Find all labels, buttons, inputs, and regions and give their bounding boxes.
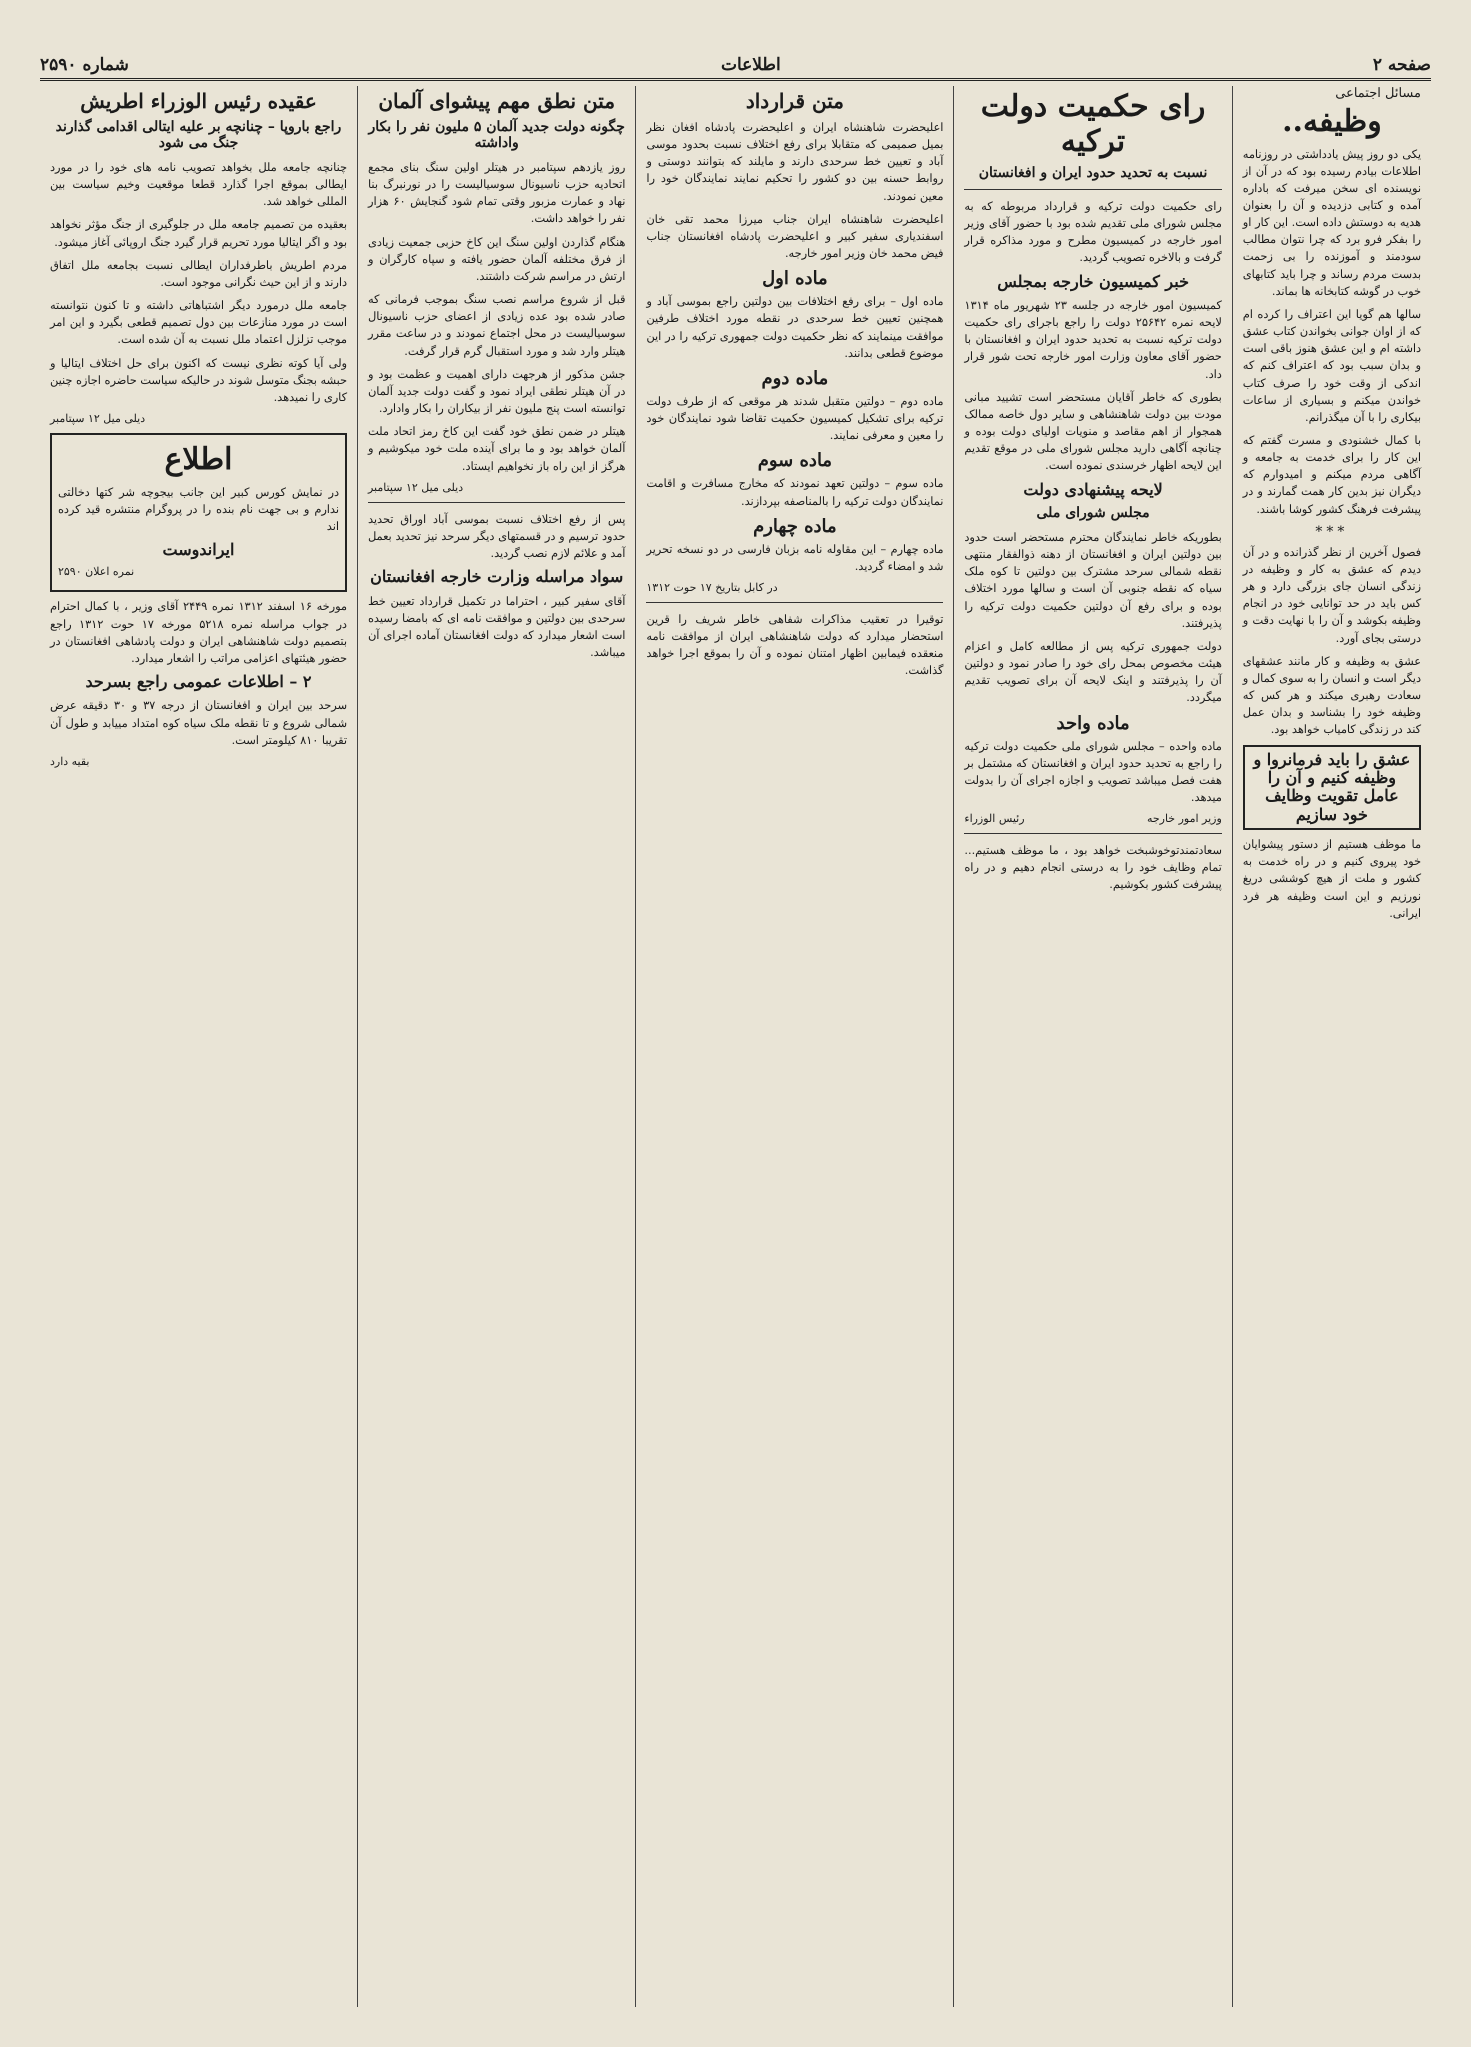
paragraph: بعقیده من تصمیم جامعه ملل در جلوگیری از جنگ مؤثر نخواهد بود و اگر ایتالیا مورد تحریم قرار گیرد جنگ اروپائی آغاز میشود. (49, 218, 347, 249)
column-social (1233, 86, 1431, 2007)
paragraph: آقای سفیر کبیر ، احتراما در تکمیل قرارداد تعیین خط سرحدی بین دولتین و موافقت نامه ای که بامضا رسیده است اشعار میدارد که دولت افغانستان آماده اجرای آن میباشد. (367, 594, 626, 659)
paragraph: چنانچه جامعه ملل بخواهد تصویب نامه های خود را در مورد ایطالی بموقع اجرا گذارد قطعا موقعیت وخیم سیاست بین المللی خواهد شد. (49, 161, 347, 209)
article-title: ماده واحد (1056, 712, 1130, 734)
paragraph: با کمال خشنودی و مسرت گفتم که این کار را برای خدمت به جامعه و آگاهی مردم میکنم و امیدوارم که دیگران نیز بدین کار همت گمارند و در پیشرفت فرهنگ کشور کوشا باشند. (1242, 434, 1421, 516)
columns (40, 86, 1431, 2007)
issue-label: شماره ۲۵۹۰ (40, 55, 129, 75)
section-heading: ۲ – اطلاعات عمومی راجع بسرحد (85, 672, 312, 692)
paragraph: روز یازدهم سپتامبر در هیتلر اولین سنگ بنای مجمع اتحادیه حزب ناسیونال سوسیالیست را در نورنبرگ بنا نهاد و عمارت مزبور وقتی تمام شود گنجایش ۶۰ هزار نفر را خواهد داشت. (367, 161, 626, 226)
kicker: مسائل اجتماعی (1335, 86, 1421, 101)
column-turkey-arbitration (954, 86, 1232, 2007)
paragraph: سعادتمندتوخوشبخت خواهد بود ، ما موظف هستیم... تمام وظایف خود را به درستی انجام دهیم و در راه پیشرفت کشور بکوشیم. (964, 844, 1222, 892)
paragraph: رای حکمیت دولت ترکیه و قرارداد مربوطه که به مجلس شورای ملی تقدیم شده بود با حضور آقای وزیر امور خارجه در کمیسیون مطرح و مورد مذاکره قرار گرفت و بالاخره تصویب گردید. (964, 200, 1222, 265)
paragraph: توقیرا در تعقیب مذاکرات شفاهی خاطر شریف را قرین استحضار میدارد که دولت شاهنشاهی ایران از موافقت نامه منعقده فیمابین اظهار امتنان نموده و آن را بموقع اجرا خواهد گذاشت. (646, 612, 944, 678)
headline-arbitration: رای حکمیت دولت ترکیه (980, 89, 1206, 159)
page-label: صفحه ۲ (1372, 55, 1431, 75)
paragraph: ماده اول – برای رفع اختلافات بین دولتین راجع بموسی آباد و همچنین تعیین خط سرحدی در نقطه مورد اختلاف طرفین موافقت مینمایند که نظر حکمیت دولت جمهوری ترکیه را در این موضوع قطعی بدانند. (646, 295, 944, 360)
paragraph: کمیسیون امور خارجه در جلسه ۲۳ شهریور ماه ۱۳۱۴ لایحه نمره ۲۵۶۴۲ دولت را راجع باجرای رای حکمیت دولت ترکیه نسبت به تحدید حدود ایران و افغانستان با حضور آقای معاون وزارت امور خارجه تحت شور قرار داد. (964, 299, 1222, 381)
section-heading: لایحه پیشنهادی دولت (1023, 479, 1163, 499)
paragraph: ماده واحده – مجلس شورای ملی حکمیت دولت ترکیه را راجع به تحدید حدود ایران و افغانستان که مشتمل بر هفت فصل میباشد تصویب و اجازه اجرای آن را بدولت میدهد. (964, 739, 1222, 804)
paragraph: یکی دو روز پیش یادداشتی در روزنامه اطلاعات بیادم رسیده بود که در آن از نویسنده ای سخن میرفت که باداره آمده و کتابی دزدیده و آن را بعنوان هدیه به دوستش داده است. این کار او را بفکر فرو برد که چرا نتوان مطالب سودمند و آموزنده را بی زحمت بدست مردم رساند و چرا باید کتابهای خوب در گوشه کتابخانه ها بماند. (1242, 147, 1421, 298)
paragraph: قبل از شروع مراسم نصب سنگ بموجب فرمانی که صادر شده بود عده زیادی از اعضای حزب ناسیونال سوسیالیست در محل اجتماع نمودند و در ساعت مقرر هیتلر وارد شد و مورد استقبال گرم قرار گرفت. (367, 293, 626, 358)
dateline: در کابل بتاریخ ۱۷ حوت ۱۳۱۲ (646, 580, 778, 594)
paragraph: ماده سوم – دولتین تعهد نمودند که مخارج مسافرت و اقامت نمایندگان دولت ترکیه را بالمناصفه بپردازند. (646, 477, 944, 508)
dateline: دیلی میل ۱۲ سپتامبر (49, 412, 146, 426)
headline-austria: عقیده رئیس الوزراء اطریش (80, 89, 317, 113)
paragraph: اعلیحضرت شاهنشاه ایران جناب میرزا محمد تقی خان اسفندیاری سفیر کبیر و اعلیحضرت پادشاه افغانستان جناب فیض محمد خان وزیر امور خارجه. (646, 212, 944, 261)
notice-body: در نمایش کورس کبیر این جانب بیجوچه شر کتها دخالتی ندارم و بی جهت نام بنده را در پروگرام منتشره قید کرده اند (57, 485, 339, 533)
headline-speech: متن نطق مهم پیشوای آلمان (378, 89, 616, 113)
paragraph: جامعه ملل درمورد دیگر اشتباهاتی داشته و تا کنون نتوانسته است در مورد منازعات بین دول تصمیم قطعی بگیرد و این امر موجب تزلزل اعتماد ملل نسبت به آن شده است. (49, 299, 347, 347)
continued-label: بقیه دارد (49, 754, 90, 768)
paragraph: هیتلر در ضمن نطق خود گفت این کاخ رمز اتحاد ملت آلمان خواهد بود و ما برای آینده ملت خود میکوشیم و هرگز از این راه باز نخواهیم ایستاد. (367, 425, 626, 473)
separator: *** (1315, 523, 1349, 540)
dateline: دیلی میل ۱۲ سپتامبر (367, 480, 464, 494)
divider (368, 502, 625, 503)
divider (964, 833, 1221, 834)
section-heading: سواد مراسله وزارت خارجه افغانستان (370, 567, 624, 587)
notice-signature: ایراندوست (162, 540, 235, 559)
paragraph: اعلیحضرت شاهنشاه ایران و اعلیحضرت پادشاه افغان نظر بمیل صمیمی که متقابلا برای رفع اختلاف نسبت بحدود موسی آباد و تعیین خط سرحدی دارند و مایلند که بتوانند دوستی و روابط حسنه بین دو کشور را تحکیم نمایند نمایندگان خود را معین نمودند. (646, 121, 944, 203)
signature-right: وزیر امور خارجه (1146, 812, 1222, 826)
paper-name: اطلاعات (720, 55, 781, 75)
article-title: ماده سوم (757, 450, 833, 472)
paragraph: جشن مذکور از هرجهت دارای اهمیت و عظمت بود و در آن هیتلر نطقی ایراد نمود و گفت دولت جدید آلمان توانسته است پنج ملیون نفر از بیکاران را بکار وادارد. (367, 367, 626, 416)
divider (964, 189, 1221, 190)
headline-treaty: متن قرارداد (745, 89, 844, 113)
paragraph: دولت جمهوری ترکیه پس از مطالعه کامل و اعزام هیئت مخصوص بمحل رای خود را صادر نمود و دولتین آن را پذیرفتند و اینک لایحه آن برای تصویب تقدیم میگردد. (964, 639, 1222, 705)
headline-duty: وظیفه.. (1282, 104, 1382, 139)
signature-left: رئیس الوزراء (964, 812, 1025, 826)
pull-quote: عشق را باید فرمانروا و وظیفه کنیم و آن را عامل تقویت وظایف خود سازیم (1243, 745, 1421, 831)
paragraph: پس از رفع اختلاف نسبت بموسی آباد اوراق تحدید حدود ترسیم و در قسمتهای دیگر سرحد نیز تحدید بعمل آمد و علائم لازم نصب گردید. (367, 512, 626, 560)
masthead (40, 52, 1431, 81)
paragraph: هنگام گذاردن اولین سنگ این کاخ حزبی جمعیت زیادی از فرق مختلفه آلمان حضور یافته و سپاه کارگران و ارتش در مراسم شرکت داشتند. (367, 235, 626, 283)
paragraph: ولی آیا کوته نظری نیست که اکنون برای حل اختلاف ایتالیا و حبشه بجنگ متوسل شوند در حالیکه سیاست حاضره اجازه چنین کاری را نمیدهد. (49, 356, 347, 404)
paragraph: سرحد بین ایران و افغانستان از درجه ۳۷ و ۳۰ دقیقه عرض شمالی شروع و تا نقطه ملک سیاه کوه امتداد مییابد و طول آن تقریبا ۸۱۰ کیلومتر است. (49, 699, 347, 747)
paragraph: عشق به وظیفه و کار مانند عشقهای دیگر است و انسان را به سوی کمال و سعادت رهبری میکند و هر کس که وظیفه خود را بشناسد و بدان عمل کند در زندگی کامیاب خواهد بود. (1242, 654, 1421, 737)
paragraph: بطوری که خاطر آقایان مستحضر است تشیید مبانی مودت بین دولت شاهنشاهی و سایر دول خاصه ممالک همجوار از اهم مقاصد و منویات اولیای دولت بوده و چنانچه آگاهی دارید مجلس شورای ملی در موقع تقدیم این لایحه اظهار خرسندی نموده است. (964, 390, 1222, 473)
paragraph: بطوریکه خاطر نمایندگان محترم مستحضر است حدود بین دولتین ایران و افغانستان از دهنه ذوالفقار منتهی نقطه شمالی سرحد مشترک بین دولتین تا کوه ملک سیاه که نقطه جنوبی آن است و سالها مورد اختلاف بوده و برای رفع آن دولتین حکمیت دولت ترکیه را پذیرفتند. (964, 530, 1222, 630)
column-german-speech (358, 86, 636, 2007)
subheadline: نسبت به تحدید حدود ایران و افغانستان (978, 165, 1208, 181)
subheadline: راجع باروپا – چنانچه بر علیه ایتالی اقدامی گذارند جنگ می شود (55, 119, 342, 151)
notice-ref: نمره اعلان ۲۵۹۰ (57, 565, 135, 579)
paragraph: مورخه ۱۶ اسفند ۱۳۱۲ نمره ۲۴۴۹ آقای وزیر ، با کمال احترام در جواب مراسله نمره ۵۲۱۸ مورخه ۱۷ حوت ۱۳۱۲ راجع بتصمیم دولت شاهنشاهی ایران و دولت پادشاهی افغانستان در حضور هیئتهای اعزامی مراتب را اشعار میدارد. (49, 600, 347, 665)
column-austria (40, 86, 358, 2007)
paragraph: سالها هم گویا این اعتراف را کرده ام که از اوان جوانی بخواندن کتاب عشق داشته ام و این عشق هنوز باقی است و بدان سبب بود که اعتراف کنم که اندکی از وقت خود را صرف کتاب خواندن میکنم و بسیاری از ساعات بیکاری را با آن میگذرانم. (1242, 307, 1421, 424)
paragraph: مردم اطریش باطرفداران ایطالی نسبت بجامعه ملل اتفاق دارند و از این حیث نگرانی موجود است. (49, 258, 347, 289)
article-title: ماده چهارم (753, 515, 837, 537)
divider (646, 602, 943, 603)
paragraph: ماده دوم – دولتین متقبل شدند هر موقعی که از طرف دولت ترکیه برای تشکیل کمیسیون حکمیت تقاضا شود نمایندگان خود را معین و معرفی نمایند. (646, 394, 944, 443)
article-title: ماده اول (762, 268, 828, 290)
article-title: ماده دوم (761, 367, 829, 389)
column-treaty-text (636, 86, 954, 2007)
paragraph: فصول آخرین از نظر گذرانده و در آن دیدم که عشق به کار و وظیفه در زندگی انسان جای بزرگی دارد و هر کس باید در حد توانایی خود در انجام وظیفه بکوشد و آن را با نهایت دقت و درستی بجای آورد. (1242, 545, 1421, 645)
notice-title: اطلاع (164, 442, 233, 478)
signatures (964, 812, 1221, 825)
section-heading: خبر کمیسیون خارجه بمجلس (997, 271, 1189, 291)
paragraph: ما موظف هستیم از دستور پیشوایان خود پیروی کنیم و در راه خدمت به کشور و ملت از هیچ کوششی دریغ نورزیم و این است وظیفه هر فرد ایرانی. (1242, 838, 1421, 920)
notice-box (50, 433, 347, 592)
paragraph: ماده چهارم – این مقاوله نامه بزبان فارسی در دو نسخه تحریر شد و امضاء گردید. (646, 542, 944, 573)
bill-addressee: مجلس شورای ملی (1036, 504, 1150, 521)
subheadline: چگونه دولت جدید آلمان ۵ ملیون نفر را بکار واداشته (368, 119, 625, 151)
